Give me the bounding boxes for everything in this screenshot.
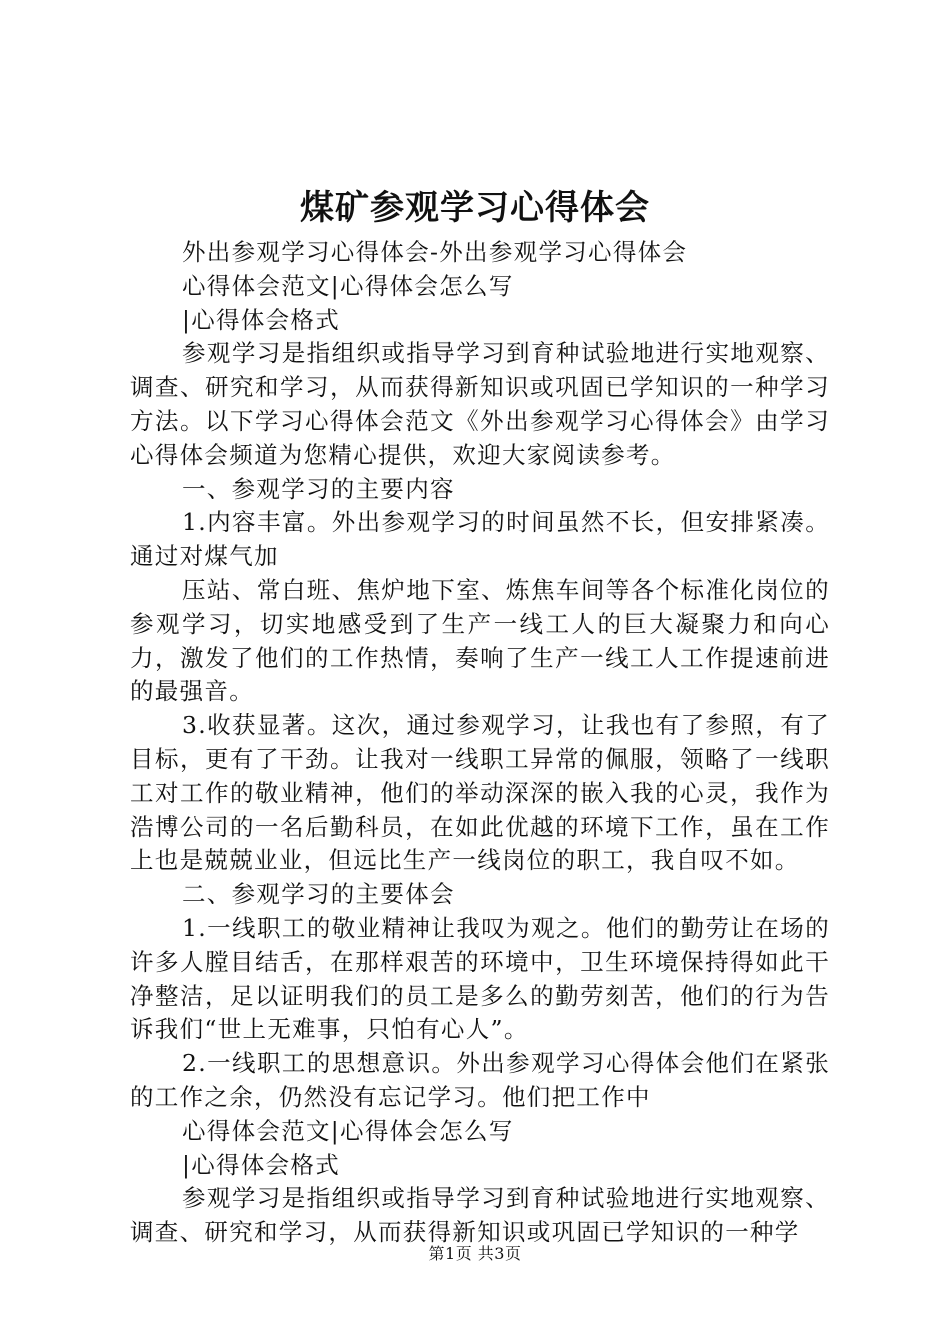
paragraph: |心得体会格式 <box>182 1150 341 1179</box>
paragraph: 心得体会范文|心得体会怎么写 <box>182 271 514 300</box>
paragraph: 1.内容丰富。外出参观学习的时间虽然不长，但安排紧凑。通过对煤气加 <box>130 508 830 571</box>
document-title: 煤矿参观学习心得体会 <box>300 188 650 228</box>
paragraph: 外出参观学习心得体会-外出参观学习心得体会 <box>182 238 688 266</box>
paragraph: |心得体会格式 <box>182 305 341 334</box>
section-heading: 一、参观学习的主要内容 <box>182 474 455 503</box>
paragraph: 心得体会范文|心得体会怎么写 <box>182 1116 514 1145</box>
document-body <box>130 236 830 1250</box>
paragraph: 压站、常白班、焦炉地下室、炼焦车间等各个标准化岗位的参观学习，切实地感受到了生产一线工人的巨大凝聚力和向心力，激发了他们的工作热情，奏响了生产一线工人工作提速前进的最强音。 <box>130 575 830 706</box>
paragraph: 参观学习是指组织或指导学习到育种试验地进行实地观察、调查、研究和学习，从而获得新知识或巩固已学知识的一种学 <box>130 1184 830 1247</box>
paragraph: 2.一线职工的思想意识。外出参观学习心得体会他们在紧张的工作之余，仍然没有忘记学习。他们把工作中 <box>130 1049 830 1111</box>
paragraph: 参观学习是指组织或指导学习到育种试验地进行实地观察、调查、研究和学习，从而获得新知识或巩固已学知识的一种学习方法。以下学习心得体会范文《外出参观学习心得体会》由学习心得体会频道为您精心提供，欢迎大家阅读参考。 <box>130 339 830 469</box>
page-footer: 第1页 共3页 <box>428 1244 522 1263</box>
paragraph: 1.一线职工的敬业精神让我叹为观之。他们的勤劳让在场的许多人膛目结舌，在那样艰苦的环境中，卫生环境保持得如此干净整洁，足以证明我们的员工是多么的勤劳刻苦，他们的行为告诉我们“世上无难事，只怕有心人”。 <box>130 913 830 1044</box>
paragraph: 3.收获显著。这次，通过参观学习，让我也有了参照，有了目标，更有了干劲。让我对一线职工异常的佩服，领略了一线职工对工作的敬业精神，他们的举动深深的嵌入我的心灵，我作为浩博公司的一名后勤科员，在如此优越的环境下工作，虽在工作上也是兢兢业业，但远比生产一线岗位的职工，我自叹不如。 <box>130 711 830 875</box>
section-heading: 二、参观学习的主要体会 <box>182 880 455 909</box>
